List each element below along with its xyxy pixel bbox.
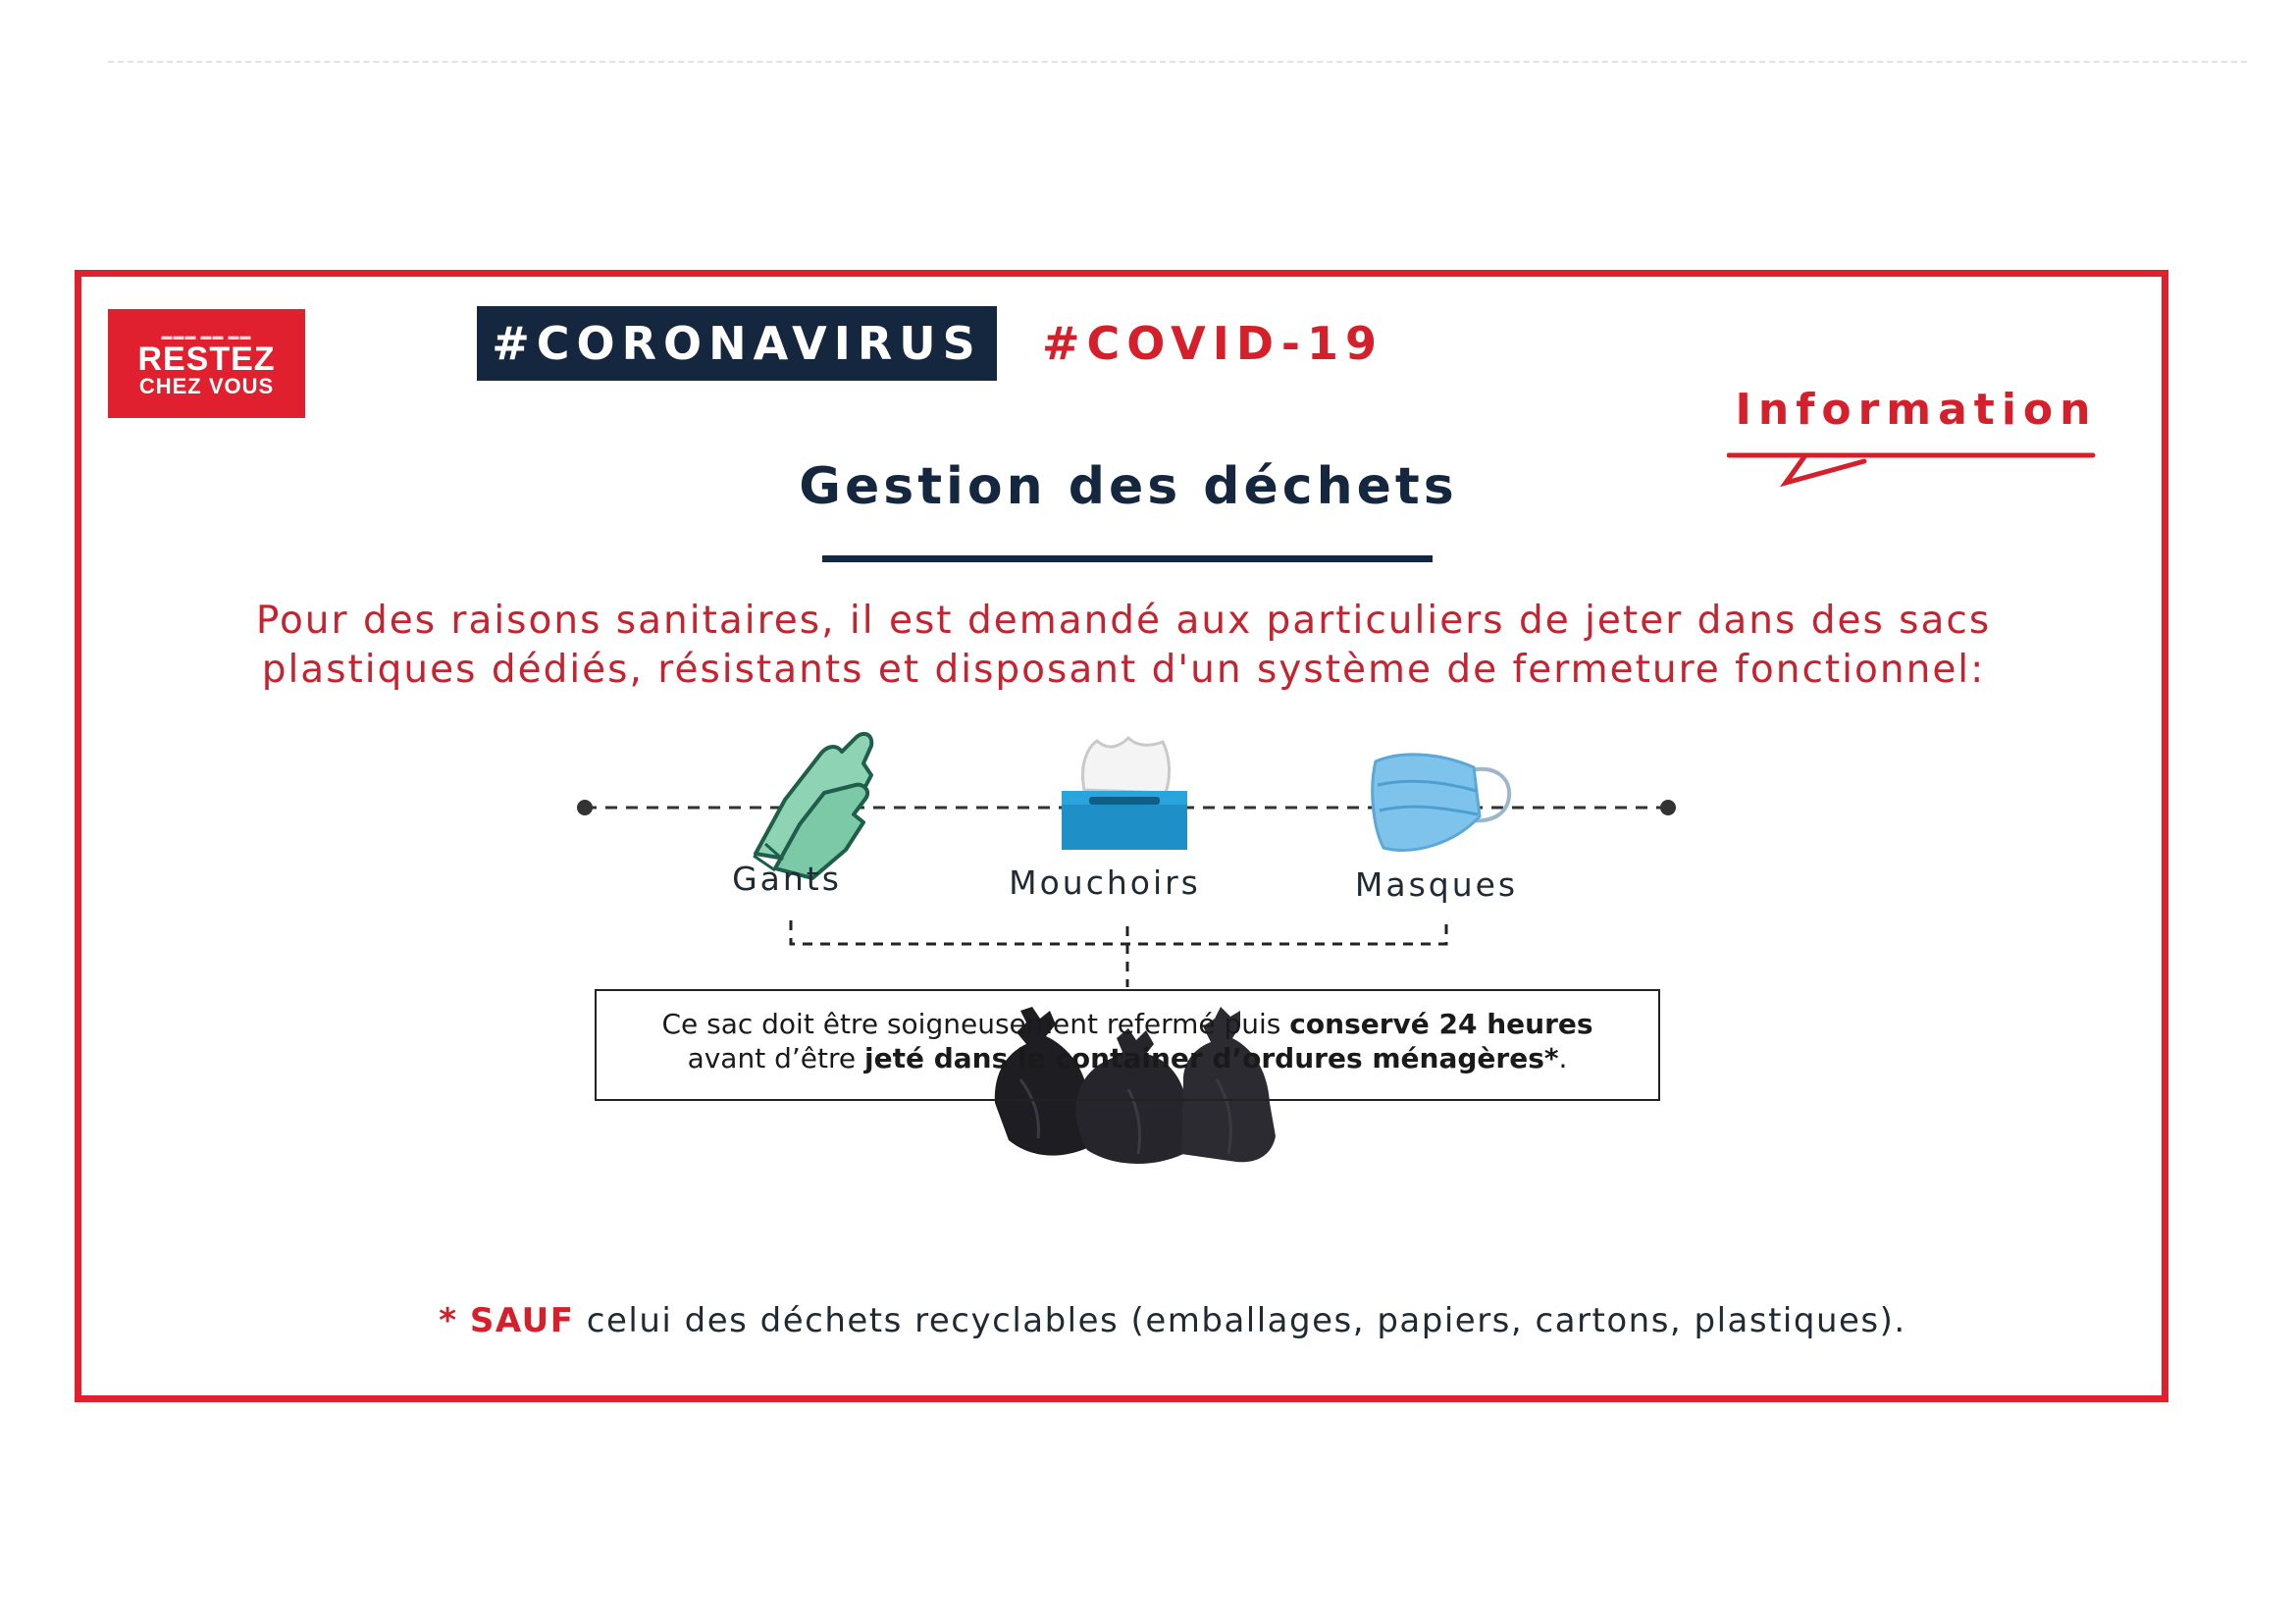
footnote-emphasis: SAUF <box>469 1301 575 1340</box>
notice-line-2 <box>597 1041 1658 1075</box>
item-label-masques: Masques <box>1354 865 1519 904</box>
footnote-text: celui des déchets recyclables (emballages, papiers, cartons, plastiques). <box>574 1301 1906 1340</box>
gloves-icon <box>754 734 871 878</box>
notice-line-1-plain: Ce sac doit être soigneusement refermé puis <box>661 1008 1290 1040</box>
footnote-asterisk: * <box>439 1301 458 1340</box>
logo-brand-line: RESTEZ <box>137 340 276 378</box>
hashtag-covid19: #COVID-19 <box>1042 317 1384 370</box>
notice-line-2-bold: jeté dans le container d’ordures ménagères* <box>864 1042 1559 1074</box>
tissue-box-icon <box>1062 738 1187 850</box>
intro-line-2: plastiques dédiés, résistants et disposant d'un système de fermeture fonctionnel: <box>261 648 1986 692</box>
notice-line-2-end: . <box>1558 1042 1568 1074</box>
face-mask-icon <box>1373 755 1509 851</box>
notice-line-1-bold: conservé 24 heures <box>1289 1008 1593 1040</box>
storage-notice-box <box>595 989 1660 1101</box>
notice-line-2-plain: avant d’être <box>687 1042 864 1074</box>
item-label-mouchoirs: Mouchoirs <box>1009 864 1201 902</box>
page-title: Gestion des déchets <box>799 457 1458 516</box>
item-label-gants: Gants <box>732 860 842 898</box>
intro-line-1: Pour des raisons sanitaires, il est demandé aux particuliers de jeter dans des sacs <box>255 599 1992 643</box>
information-badge-label: Information <box>1735 385 2098 435</box>
logo-tagline-stripe: ▬▬▬ ▬▬ ▬▬ <box>161 330 252 342</box>
hashtag-coronavirus: #CORONAVIRUS <box>477 306 997 381</box>
recycling-exception-footnote <box>294 1301 2051 1340</box>
notice-line-1 <box>597 1007 1658 1041</box>
logo-sub-line: CHEZ VOUS <box>138 373 275 398</box>
